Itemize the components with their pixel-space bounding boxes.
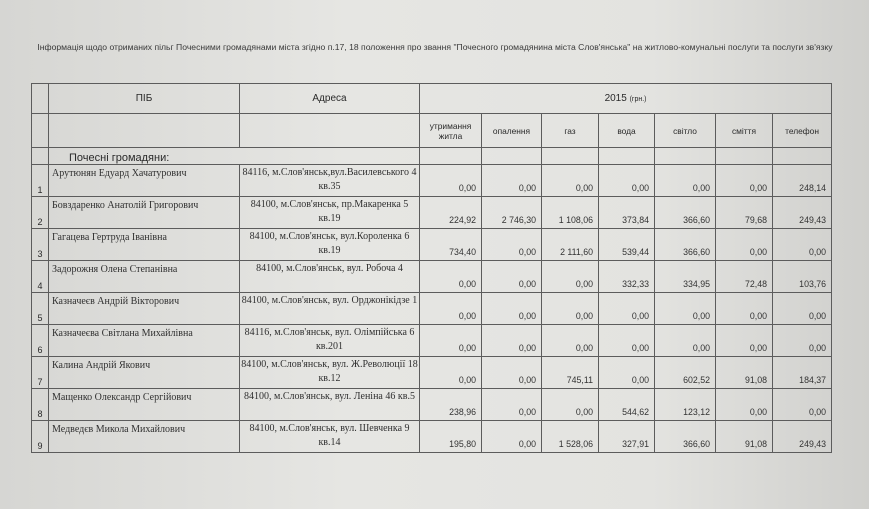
column-header: опалення [482, 114, 542, 148]
column-header: сміття [716, 114, 773, 148]
column-header: вода [599, 114, 655, 148]
benefit-value: 0,00 [482, 357, 542, 389]
person-name: Казначеєв Андрій Вікторович [49, 293, 240, 325]
benefit-value: 249,43 [773, 197, 832, 229]
row-number: 2 [32, 197, 49, 229]
table-row [32, 357, 832, 389]
benefit-value: 0,00 [599, 165, 655, 197]
table-row [32, 229, 832, 261]
benefit-value: 0,00 [773, 293, 832, 325]
benefit-value: 0,00 [420, 293, 482, 325]
table-row [32, 389, 832, 421]
person-name: Арутюнян Едуард Хачатурович [49, 165, 240, 197]
benefit-value: 373,84 [599, 197, 655, 229]
person-address: 84100, м.Слов'янськ, вул. Ж.Революції 18 кв.12 [240, 357, 420, 389]
benefit-value: 0,00 [420, 357, 482, 389]
benefit-value: 2 746,30 [482, 197, 542, 229]
benefit-value: 91,08 [716, 421, 773, 453]
benefit-value: 0,00 [420, 325, 482, 357]
table-row [32, 293, 832, 325]
section-empty-cell [773, 148, 832, 165]
person-address: 84116, м.Слов'янськ,вул.Василевського 4 кв.35 [240, 165, 420, 197]
benefit-value: 366,60 [655, 229, 716, 261]
person-address: 84100, м.Слов'янськ, вул. Робоча 4 [240, 261, 420, 293]
benefit-value: 0,00 [599, 325, 655, 357]
person-name: Медведєв Микола Михайлович [49, 421, 240, 453]
benefit-value: 72,48 [716, 261, 773, 293]
benefit-value: 248,14 [773, 165, 832, 197]
benefit-value: 0,00 [420, 165, 482, 197]
benefit-value: 0,00 [482, 293, 542, 325]
benefit-value: 332,33 [599, 261, 655, 293]
benefit-value: 0,00 [482, 165, 542, 197]
benefit-value: 544,62 [599, 389, 655, 421]
column-header: світло [655, 114, 716, 148]
benefit-value: 745,11 [542, 357, 599, 389]
section-label: Почесні громадяни: [49, 148, 420, 165]
benefit-value: 0,00 [716, 293, 773, 325]
person-name: Мащенко Олександр Сергійович [49, 389, 240, 421]
row-number: 5 [32, 293, 49, 325]
section-empty-cell [716, 148, 773, 165]
table-row [32, 197, 832, 229]
section-empty-cell [420, 148, 482, 165]
person-address: 84116, м.Слов'янськ, вул. Олімпійська 6 кв.201 [240, 325, 420, 357]
person-name: Бовздаренко Анатолій Григорович [49, 197, 240, 229]
header-address: Адреса [240, 84, 420, 114]
person-address: 84100, м.Слов'янськ, вул. Орджонікідзе 1 [240, 293, 420, 325]
section-empty-cell [655, 148, 716, 165]
benefit-value: 1 528,06 [542, 421, 599, 453]
header-pib: ПІБ [49, 84, 240, 114]
subheader-empty-cell [49, 114, 240, 148]
person-address: 84100, м.Слов'янськ, пр.Макаренка 5 кв.19 [240, 197, 420, 229]
header-number-cell [32, 84, 49, 114]
benefit-value: 0,00 [716, 165, 773, 197]
person-address: 84100, м.Слов'янськ, вул.Короленка 6 кв.19 [240, 229, 420, 261]
benefit-value: 0,00 [716, 325, 773, 357]
section-empty-cell [32, 148, 49, 165]
benefit-value: 0,00 [773, 389, 832, 421]
row-number: 6 [32, 325, 49, 357]
benefit-value: 0,00 [716, 389, 773, 421]
column-header: утримання житла [420, 114, 482, 148]
benefit-value: 539,44 [599, 229, 655, 261]
document-title: Інформація щодо отриманих пільг Почесними громадянами міста згідно п.17, 18 положення про звання "Почесного громадянина міста Слов'янська" на житлово-комунальні послуги та послуги зв'язку [37, 42, 833, 52]
benefit-value: 602,52 [655, 357, 716, 389]
header-row [32, 84, 832, 114]
header-unit: (грн.) [629, 96, 647, 103]
benefit-value: 249,43 [773, 421, 832, 453]
person-address: 84100, м.Слов'янськ, вул. Леніна 46 кв.5 [240, 389, 420, 421]
benefits-table [31, 83, 832, 453]
row-number: 1 [32, 165, 49, 197]
benefit-value: 0,00 [773, 325, 832, 357]
benefit-value: 334,95 [655, 261, 716, 293]
benefit-value: 0,00 [655, 325, 716, 357]
benefit-value: 0,00 [655, 165, 716, 197]
table-body [32, 84, 832, 453]
benefit-value: 0,00 [482, 261, 542, 293]
table-row [32, 261, 832, 293]
person-name: Задорожня Олена Степанівна [49, 261, 240, 293]
header-year: 2015 [604, 93, 627, 104]
benefit-value: 0,00 [542, 261, 599, 293]
benefit-value: 224,92 [420, 197, 482, 229]
benefit-value: 195,80 [420, 421, 482, 453]
benefit-value: 103,76 [773, 261, 832, 293]
benefit-value: 0,00 [482, 421, 542, 453]
benefit-value: 734,40 [420, 229, 482, 261]
benefit-value: 327,91 [599, 421, 655, 453]
benefit-value: 0,00 [482, 389, 542, 421]
section-empty-cell [599, 148, 655, 165]
row-number: 9 [32, 421, 49, 453]
row-number: 3 [32, 229, 49, 261]
benefit-value: 0,00 [542, 293, 599, 325]
person-address: 84100, м.Слов'янськ, вул. Шевченка 9 кв.14 [240, 421, 420, 453]
benefit-value: 366,60 [655, 197, 716, 229]
benefit-value: 0,00 [599, 293, 655, 325]
benefit-value: 0,00 [716, 229, 773, 261]
benefit-value: 123,12 [655, 389, 716, 421]
subheader-empty-cell [32, 114, 49, 148]
benefit-value: 91,08 [716, 357, 773, 389]
section-row [32, 148, 832, 165]
benefit-value: 184,37 [773, 357, 832, 389]
column-header: газ [542, 114, 599, 148]
benefit-value: 366,60 [655, 421, 716, 453]
header-year-cell [420, 84, 832, 114]
benefit-value: 238,96 [420, 389, 482, 421]
benefit-value: 79,68 [716, 197, 773, 229]
subheader-row [32, 114, 832, 148]
section-empty-cell [482, 148, 542, 165]
row-number: 7 [32, 357, 49, 389]
benefit-value: 2 111,60 [542, 229, 599, 261]
benefit-value: 1 108,06 [542, 197, 599, 229]
subheader-empty-cell [240, 114, 420, 148]
benefit-value: 0,00 [420, 261, 482, 293]
benefit-value: 0,00 [542, 389, 599, 421]
row-number: 8 [32, 389, 49, 421]
table-row [32, 165, 832, 197]
row-number: 4 [32, 261, 49, 293]
benefit-value: 0,00 [773, 229, 832, 261]
benefit-value: 0,00 [482, 229, 542, 261]
table-row [32, 421, 832, 453]
table-row [32, 325, 832, 357]
benefit-value: 0,00 [655, 293, 716, 325]
benefit-value: 0,00 [599, 357, 655, 389]
benefit-value: 0,00 [542, 165, 599, 197]
section-empty-cell [542, 148, 599, 165]
person-name: Гагацева Гертруда Іванівна [49, 229, 240, 261]
person-name: Калина Андрій Якович [49, 357, 240, 389]
column-header: телефон [773, 114, 832, 148]
benefit-value: 0,00 [542, 325, 599, 357]
benefit-value: 0,00 [482, 325, 542, 357]
person-name: Казначеєва Світлана Михайлівна [49, 325, 240, 357]
